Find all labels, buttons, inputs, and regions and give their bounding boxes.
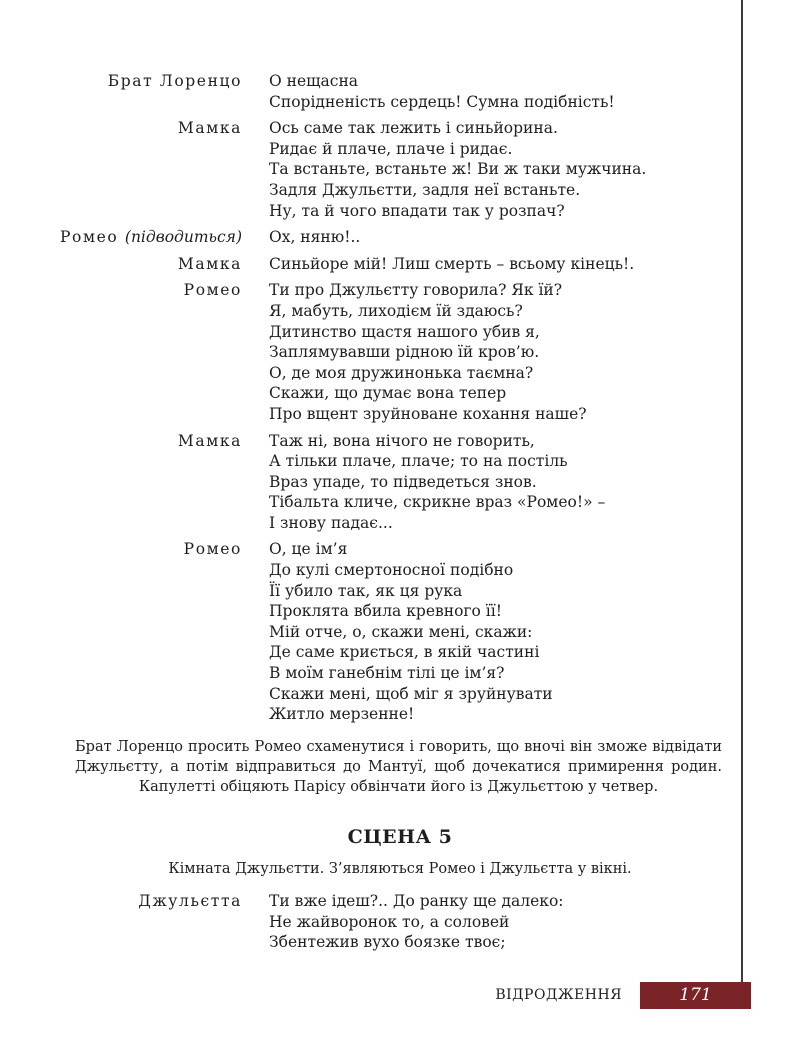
speech-nurse <box>0 118 760 221</box>
speech-line: Проклята вбила кревного її! <box>269 602 502 621</box>
speech-line: Ось саме так лежить і синьйорина. <box>269 119 558 138</box>
speech-line: Де саме криється, в якій частині <box>269 643 540 662</box>
speech-line: Ти вже ідеш?.. До ранку ще далеко: <box>269 892 564 910</box>
speech-line: Про вщент зруйноване кохання наше? <box>269 404 587 423</box>
speech-lines <box>269 891 564 953</box>
speech-line: До кулі смертоносної подібно <box>269 561 514 580</box>
speech-romeo <box>0 280 760 424</box>
speech-line: І знову падає... <box>269 513 393 532</box>
speech-line: О, це ім’я <box>269 540 348 559</box>
speech-lines <box>269 280 587 424</box>
speech-line: Скажи мені, щоб міг я зруйнувати <box>269 684 553 703</box>
speech-line: А тільки плаче, плаче; то на постіль <box>269 452 568 471</box>
speaker-name: Ромео <box>60 228 119 247</box>
speech-nurse <box>0 431 760 534</box>
speech-line: Не жайворонок то, а соловей <box>269 912 510 931</box>
speech-line: Скажи, що думає вона тепер <box>269 384 507 403</box>
speaker-name: Джульєтта <box>138 892 242 910</box>
speech-romeo <box>0 227 760 248</box>
speech-line: О нещасна <box>269 72 359 90</box>
speech-line: Ридає й плаче, плаче і ридає. <box>269 139 513 158</box>
dialogue-block-scene-5 <box>0 891 760 959</box>
speech-line: Мій отче, о, скажи мені, скажи: <box>269 622 533 641</box>
speech-line: О, де моя дружинонька таємна? <box>269 363 534 382</box>
speech-lorenzo <box>0 71 760 112</box>
speech-line: Дитинство щастя нашого убив я, <box>269 322 540 341</box>
speech-line: Збентежив вухо боязке твоє; <box>269 933 506 952</box>
speech-line: Тібальта кличе, скрикне враз «Ромео!» – <box>269 493 606 512</box>
speech-nurse <box>0 254 760 275</box>
scene-stage-direction: Кімната Джульєтти. З’являються Ромео і Джульєтта у вікні. <box>168 861 632 877</box>
dialogue-block <box>0 71 760 731</box>
speech-juliet <box>0 891 760 953</box>
speech-line: В моїм ганебнім тілі це ім’я? <box>269 664 505 683</box>
speech-lines <box>269 71 615 112</box>
speech-line: Її убило так, як ця рука <box>269 581 463 600</box>
speech-line: Я, мабуть, лиходієм їй здаюсь? <box>269 301 523 320</box>
speech-line: Таж ні, вона нічого не говорить, <box>269 431 535 450</box>
speech-line: Ти про Джульєтту говорила? Як їй? <box>269 281 563 300</box>
speech-line: Житло мерзенне! <box>269 705 415 724</box>
speaker-name: Ромео <box>183 281 242 300</box>
speech-line: Спорідненість сердець! Сумна подібність! <box>269 92 615 111</box>
speech-line: Синьйоре мій! Лиш смерть – всьому кінець!. <box>269 254 635 273</box>
speaker-with-direction <box>0 227 242 248</box>
speech-lines <box>269 118 646 221</box>
speech-line: Враз упаде, то підведеться знов. <box>269 472 537 491</box>
speaker-name: Брат Лоренцо <box>107 72 242 90</box>
speaker-name: Мамка <box>177 431 242 450</box>
speech-line: Ну, та й чого впадати так у розпач? <box>269 201 565 220</box>
speech-lines <box>269 254 634 275</box>
speech-lines <box>269 539 553 724</box>
speech-romeo <box>0 539 760 724</box>
page-number-badge: 171 <box>640 982 751 1009</box>
speech-line: Та встаньте, встаньте ж! Ви ж таки мужчина. <box>269 160 647 179</box>
narration-paragraph: Брат Лоренцо просить Ромео схаменутися і говорить, що вночі він зможе відвідати Джульєтту, а потім відправиться до Мантуї, щоб дочекатися примирення родин. Капулетті обіцяють Парісу обвінчати його із Джульєттою у четвер. <box>75 739 722 795</box>
speech-lines <box>269 227 360 248</box>
speech-line: Заплямувавши рідною їй кров’ю. <box>269 343 540 362</box>
speaker-name: Ромео <box>183 540 242 559</box>
speaker-name: Мамка <box>177 254 242 273</box>
speech-line: Задля Джульєтти, задля неї встаньте. <box>269 180 581 199</box>
speech-line: Ох, няню!.. <box>269 228 361 247</box>
speaker-name: Мамка <box>177 119 242 138</box>
scene-title: СЦЕНА 5 <box>347 826 453 848</box>
speech-lines <box>269 431 605 534</box>
stage-direction-inline: (підводиться) <box>124 228 242 247</box>
footer-publisher-label: ВІДРОДЖЕННЯ <box>495 987 622 1003</box>
